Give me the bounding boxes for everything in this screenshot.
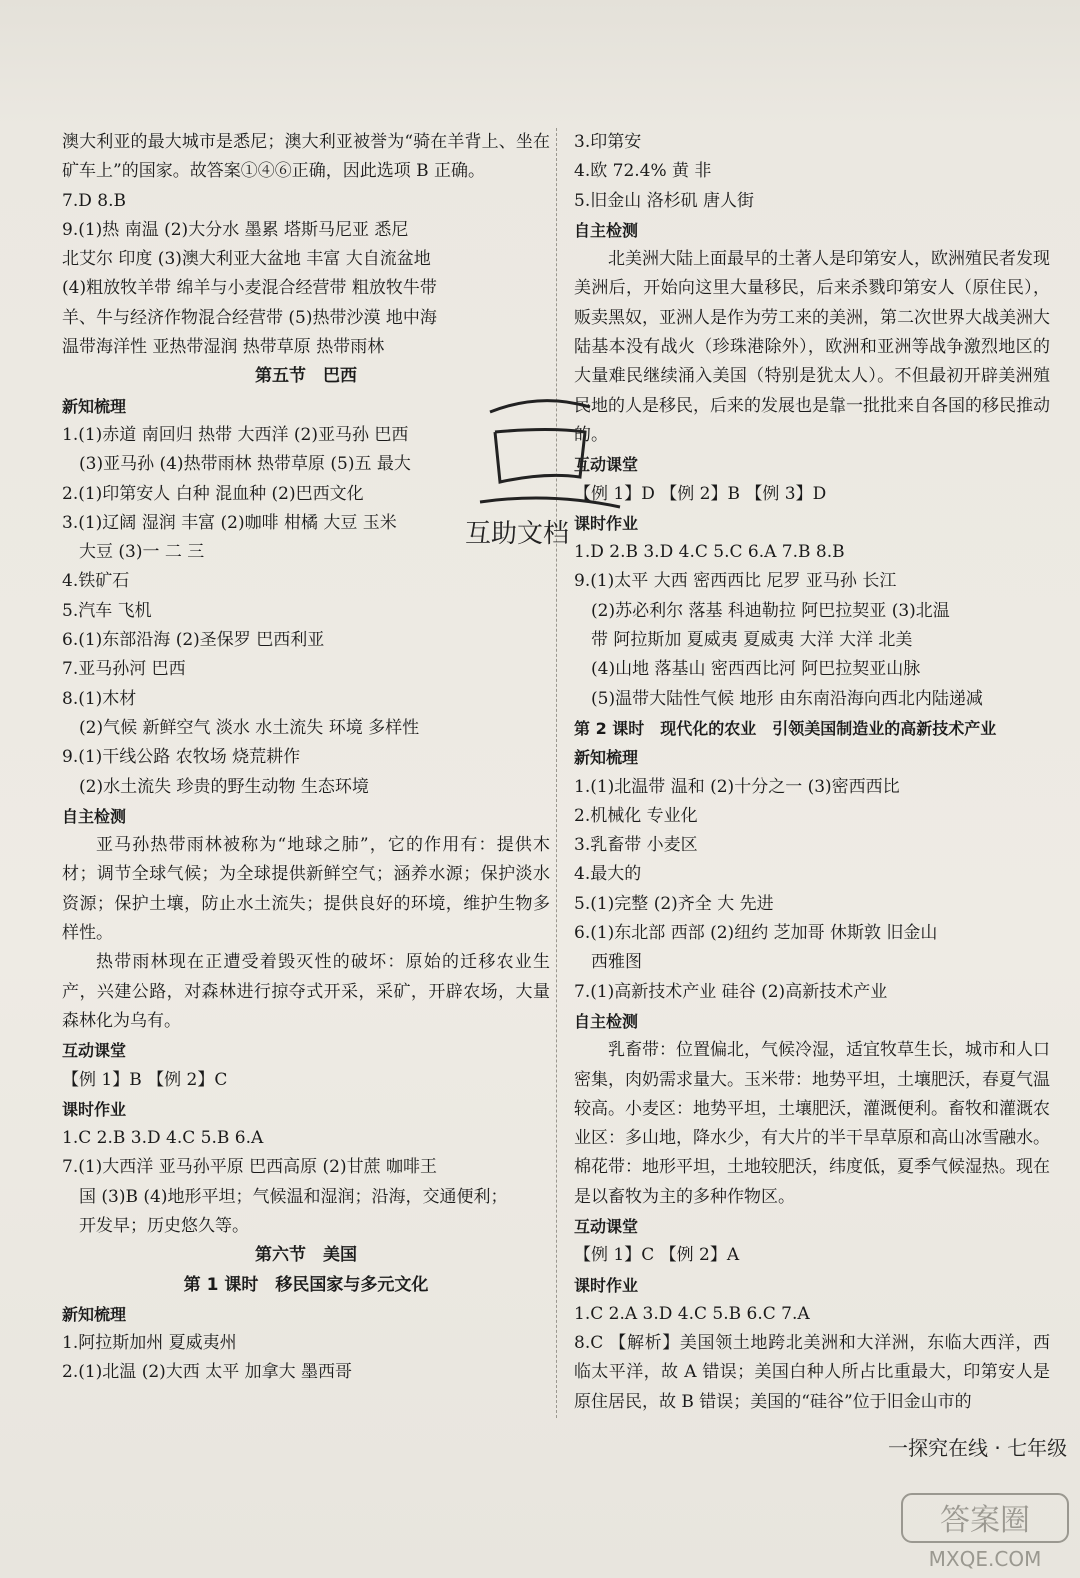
answer-line: 3.乳畜带 小麦区	[574, 835, 698, 856]
answer-line: 4.最大的	[574, 864, 642, 885]
answer-line: (2)水土流失 珍贵的野生动物 生态环境	[79, 776, 369, 797]
answer-line: 国 (3)B (4)地形平坦；气候温和湿润；沿海，交通便利；	[79, 1186, 508, 1207]
answer-line: 7.(1)大西洋 亚马孙平原 巴西高原 (2)甘蔗 咖啡王	[62, 1157, 437, 1178]
answer-line: (3)亚马孙 (4)热带雨林 热带草原 (5)五 最大	[79, 454, 411, 475]
answer-line: 1.(1)北温带 温和 (2)十分之一 (3)密西西比	[574, 776, 900, 797]
answer-line: 9.(1)干线公路 农牧场 烧荒耕作	[62, 747, 301, 768]
answer-stamp-logo	[900, 1492, 1070, 1572]
answer-line: 9.(1)太平 大西 密西西比 尼罗 亚马孙 长江	[574, 571, 897, 592]
page-footer: 一探究在线 · 七年级	[888, 1436, 1068, 1460]
answer-line: 7.亚马孙河 巴西	[62, 659, 186, 680]
subheading: 新知梳理	[574, 748, 639, 768]
left-column	[62, 128, 550, 1388]
answer-line: 1.C 2.A 3.D 4.C 5.B 6.C 7.A	[574, 1303, 810, 1324]
answer-line: 西雅图	[591, 952, 642, 973]
answer-line: 1.(1)赤道 南回归 热带 大西洋 (2)亚马孙 巴西	[62, 424, 409, 445]
watermark-text: 互助文档	[465, 519, 570, 549]
section-title: 第六节 美国	[255, 1245, 357, 1266]
answer-line: 【例 1】D 【例 2】B 【例 3】D	[574, 483, 827, 504]
answer-line: 1.D 2.B 3.D 4.C 5.C 6.A 7.B 8.B	[574, 542, 845, 563]
answer-line: 大豆 (3)一 二 三	[79, 542, 205, 563]
answer-line: 1.阿拉斯加州 夏威夷州	[62, 1333, 237, 1354]
column-divider	[556, 128, 557, 1418]
subheading: 自主检测	[574, 220, 639, 240]
answer-line: 【例 1】B 【例 2】C	[62, 1069, 228, 1090]
answer-line: (4)山地 落基山 密西西比河 阿巴拉契亚山脉	[591, 659, 921, 680]
answer-line: 4.铁矿石	[62, 571, 130, 592]
answer-line: 【例 1】C 【例 2】A	[574, 1245, 740, 1266]
right-column	[574, 128, 1050, 1417]
answer-line: 2.(1)印第安人 白种 混血种 (2)巴西文化	[62, 483, 364, 504]
paragraph: 8.C 【解析】美国领土地跨北美洲和大洋洲，东临大西洋，西临太平洋，故 A 错误；美国白种人所占比重最大，印第安人是原住居民，故 B 错误；美国的“硅谷”位于旧金山市的	[574, 1333, 1050, 1412]
answer-line: 5.旧金山 洛杉矶 唐人街	[574, 190, 755, 211]
answer-line: 2.(1)北温 (2)大西 太平 加拿大 墨西哥	[62, 1362, 352, 1383]
answer-line: 3.印第安	[574, 132, 642, 152]
paragraph: 亚马孙热带雨林被称为“地球之肺”，它的作用有：提供木材；调节全球气候；为全球提供新鲜空气；涵养水源；保护淡水资源；保护土壤，防止水土流失；提供良好的环境，维护生物多样性。	[62, 835, 550, 944]
subheading: 课时作业	[574, 1275, 639, 1295]
answer-line: 2.机械化 专业化	[574, 805, 698, 826]
subheading: 课时作业	[574, 513, 639, 533]
answer-line: 6.(1)东北部 西部 (2)纽约 芝加哥 休斯敦 旧金山	[574, 923, 938, 944]
answer-line: 5.汽车 飞机	[62, 600, 152, 621]
section-title: 第 1 课时 移民国家与多元文化	[183, 1274, 429, 1295]
paragraph: 澳大利亚的最大城市是悉尼；澳大利亚被誉为“骑在羊背上、坐在矿车上”的国家。故答案①④⑥正确，因此选项 B 正确。	[62, 132, 550, 182]
answer-line: (2)苏必利尔 落基 科迪勒拉 阿巴拉契亚 (3)北温	[591, 600, 950, 621]
subheading: 互动课堂	[574, 1216, 639, 1236]
subheading: 新知梳理	[62, 1304, 127, 1324]
answer-line: 7.(1)高新技术产业 硅谷 (2)高新技术产业	[574, 981, 888, 1002]
answer-line: (2)气候 新鲜空气 淡水 水土流失 环境 多样性	[79, 717, 420, 738]
answer-line: 北艾尔 印度 (3)澳大利亚大盆地 丰富 大自流盆地	[62, 249, 431, 270]
handwritten-watermark	[460, 372, 630, 572]
answer-line: 9.(1)热 南温 (2)大分水 墨累 塔斯马尼亚 悉尼	[62, 219, 409, 240]
subheading: 自主检测	[62, 806, 127, 826]
subheading: 互动课堂	[574, 455, 639, 475]
stamp-text: 答案圈	[940, 1503, 1030, 1538]
answer-line: 带 阿拉斯加 夏威夷 夏威夷 大洋 大洋 北美	[591, 630, 913, 651]
paragraph: 乳畜带：位置偏北，气候冷湿，适宜牧草生长，城市和人口密集，肉奶需求量大。玉米带：地势平坦，土壤肥沃，春夏气温较高。小麦区：地势平坦，土壤肥沃，灌溉便利。畜牧和灌溉农业区：多山地，降水少，有大片的半干旱草原和高山冰雪融水。棉花带：地形平坦，土地较肥沃，纬度低，夏季气候湿热。现在是以畜牧为主的多种作物区。	[574, 1040, 1050, 1207]
subheading: 新知梳理	[62, 396, 127, 416]
subheading: 互动课堂	[62, 1041, 127, 1061]
answer-line: 5.(1)完整 (2)齐全 大 先进	[574, 893, 774, 914]
stamp-url: MXQE.COM	[928, 1547, 1042, 1571]
lesson-title: 第 2 课时 现代化的农业 引领美国制造业的高新技术产业	[574, 718, 997, 738]
paragraph: 热带雨林现在正遭受着毁灭性的破坏：原始的迁移农业生产，兴建公路，对森林进行掠夺式开采，采矿，开辟农场，大量森林化为乌有。	[62, 952, 550, 1031]
paragraph: 北美洲大陆上面最早的土著人是印第安人，欧洲殖民者发现美洲后，开始向这里大量移民，后来杀戮印第安人（原住民），贩卖黑奴，亚洲人是作为劳工来的美洲，第二次世界大战美洲大陆基本没有战火（珍珠港除外），欧洲和亚洲等战争激烈地区的大量难民继续涌入美国（特别是犹太人）。不但最初开辟美洲殖民地的人是移民，后来的发展也是靠一批批来自各国的移民推动的。	[574, 249, 1050, 445]
subheading: 自主检测	[574, 1011, 639, 1031]
answer-line: (4)粗放牧羊带 绵羊与小麦混合经营带 粗放牧牛带	[62, 278, 437, 299]
answer-line: 羊、牛与经济作物混合经营带 (5)热带沙漠 地中海	[62, 307, 437, 328]
answer-line: (5)温带大陆性气候 地形 由东南沿海向西北内陆递减	[591, 688, 983, 709]
subheading: 课时作业	[62, 1099, 127, 1119]
answer-line: 7.D 8.B	[62, 190, 126, 211]
answer-line: 4.欧 72.4% 黄 非	[574, 161, 712, 182]
answer-line: 8.(1)木材	[62, 688, 137, 709]
answer-line: 1.C 2.B 3.D 4.C 5.B 6.A	[62, 1128, 264, 1149]
section-title: 第五节 巴西	[255, 366, 357, 387]
answer-line: 温带海洋性 亚热带湿润 热带草原 热带雨林	[62, 337, 385, 358]
answer-line: 开发早；历史悠久等。	[79, 1215, 249, 1236]
answer-line: 6.(1)东部沿海 (2)圣保罗 巴西利亚	[62, 630, 325, 651]
answer-line: 3.(1)辽阔 湿润 丰富 (2)咖啡 柑橘 大豆 玉米	[62, 512, 397, 533]
